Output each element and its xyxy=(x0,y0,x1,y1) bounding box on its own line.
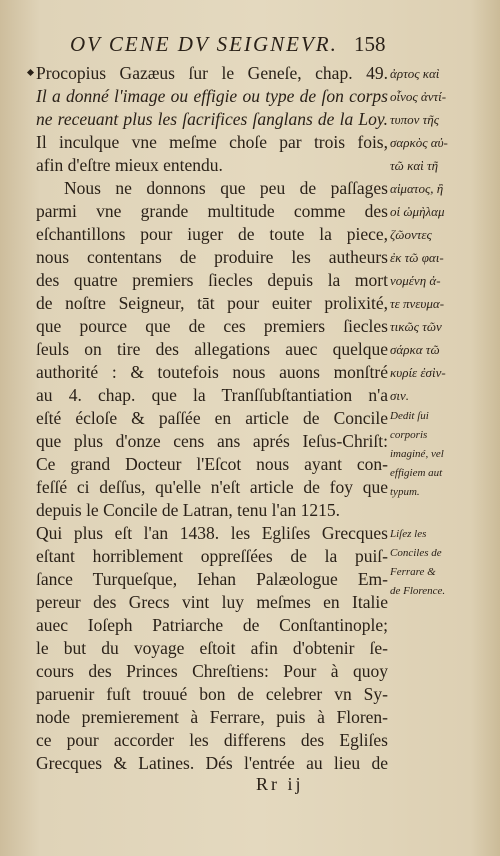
text-line: que plus d'onze cens ans aprés Ieſus-Chriſt: xyxy=(36,431,388,451)
text-line: node premierement à Ferrare, puis à Floren- xyxy=(36,707,388,727)
margin-greek-line: σάρκα τῶ xyxy=(390,342,440,357)
margin-greek-line: σαρκὸς αὐ- xyxy=(390,135,448,150)
margin-latin-line: effigiem aut xyxy=(390,467,443,479)
text-line: Il a donné l'image ou effigie ou type de ſon corps xyxy=(36,86,388,106)
page-header xyxy=(0,28,500,56)
margin-latin-line: Liſez les xyxy=(390,528,427,540)
margin-latin-line: corporis xyxy=(390,429,428,441)
text-line: que pource que de ces premiers ſiecles xyxy=(36,316,388,336)
margin-greek-line: ἐκ τῶ φαι- xyxy=(390,250,444,265)
text-line: le but du voyage eſtoit afin d'obtenir ſe- xyxy=(36,638,388,658)
text-line: afin d'eſtre mieux entendu. xyxy=(36,155,223,175)
text-line: Il inculque vne meſme choſe par trois fois, xyxy=(36,132,388,152)
margin-greek-line: τικῶς τῶν xyxy=(390,319,442,334)
margin-latin-line: de Florence. xyxy=(390,585,446,597)
text-line: parmi vne grande multitude comme des xyxy=(36,201,388,221)
text-line: Grecques & Latines. Dés l'entrée au lieu de xyxy=(36,753,388,773)
margin-greek-line: ἀρτος καὶ xyxy=(390,66,440,81)
margin-greek-line: νομένη ἀ- xyxy=(390,273,441,288)
margin-greek-line: τε πνευμα- xyxy=(390,296,445,311)
main-text xyxy=(36,62,388,775)
text-line: paruenir fuſt trouué bon de celebrer vn Sy- xyxy=(36,684,388,704)
text-line: ſance Turqueſque, Iehan Palæologue Em- xyxy=(36,569,388,589)
text-line: cours des Princes Chreſtiens: Pour à quoy xyxy=(36,661,388,681)
text-line: eſchantillons pour iuger de toute la piece, xyxy=(36,224,388,244)
text-line: pereur des Grecs vint luy meſmes en Italie xyxy=(36,592,388,612)
text-line: feſſé ci deſſus, qu'elle n'eſt article de foy que xyxy=(36,477,388,497)
margin-spacer xyxy=(390,502,468,525)
margin-greek-line: ζῶοντες xyxy=(390,227,432,242)
margin-notes xyxy=(390,62,468,601)
margin-latin-line: Conciles de xyxy=(390,547,442,559)
text-line: depuis le Concile de Latran, tenu l'an 1215. xyxy=(36,500,340,520)
margin-greek-line: τυπον τῆς xyxy=(390,112,440,127)
margin-greek-line: οἶνος ἀντί- xyxy=(390,89,447,104)
text-line: eſté écloſe & paſſée en article de Concile xyxy=(36,408,388,428)
text-line: ne receuant plus les ſacrifices ſanglans de la Loy. xyxy=(36,109,388,129)
text-line: Nous ne donnons que peu de paſſages xyxy=(64,178,388,198)
margin-latin-line: Dedit ſui xyxy=(390,410,429,422)
text-line: ſeuls on tire des allegations auec quelque xyxy=(36,339,388,359)
margin-greek-line: κυρίε ἐσὶν- xyxy=(390,365,446,380)
margin-greek-line: σιν. xyxy=(390,388,410,403)
text-line: des quatre premiers ſiecles depuis la mort xyxy=(36,270,388,290)
text-line: de noſtre Seigneur, tāt pour euiter prolixité, xyxy=(36,293,388,313)
page-number: 158 xyxy=(354,32,386,56)
margin-latin-line: typum. xyxy=(390,486,420,498)
text-line: authorité : & toutefois nous auons monſtré xyxy=(36,362,388,382)
text-line: eſtant horriblement oppreſſées de la puiſ- xyxy=(36,546,388,566)
text-line: Procopius Gazæus ſur le Geneſe, chap. 49. xyxy=(36,63,388,83)
text-line: nous contentans de produire les autheurs xyxy=(36,247,388,267)
signature-mark: Rr ij xyxy=(256,774,304,794)
text-line: au 4. chap. que la Tranſſubſtantiation n'a xyxy=(36,385,388,405)
margin-greek-line: τῶ καὶ τῆ xyxy=(390,158,439,173)
margin-greek-line: αἱματος, ἢ xyxy=(390,181,444,196)
text-line: ce pour accorder les differens des Egliſes xyxy=(36,730,388,750)
margin-greek-line: οἱ ὠμὴλαμ xyxy=(390,204,445,219)
margin-latin-line: Ferrare & xyxy=(390,566,436,578)
margin-latin-line: imaginé, vel xyxy=(390,448,444,460)
text-line: Qui plus eſt l'an 1438. les Egliſes Grecques xyxy=(36,523,388,543)
running-head: OV CENE DV SEIGNEVR. xyxy=(70,32,338,56)
text-line: Ce grand Docteur l'Eſcot nous ayant con- xyxy=(36,454,388,474)
paragraph-mark xyxy=(27,69,34,76)
text-line: auec Ioſeph Patriarche de Conſtantinople; xyxy=(36,615,388,635)
